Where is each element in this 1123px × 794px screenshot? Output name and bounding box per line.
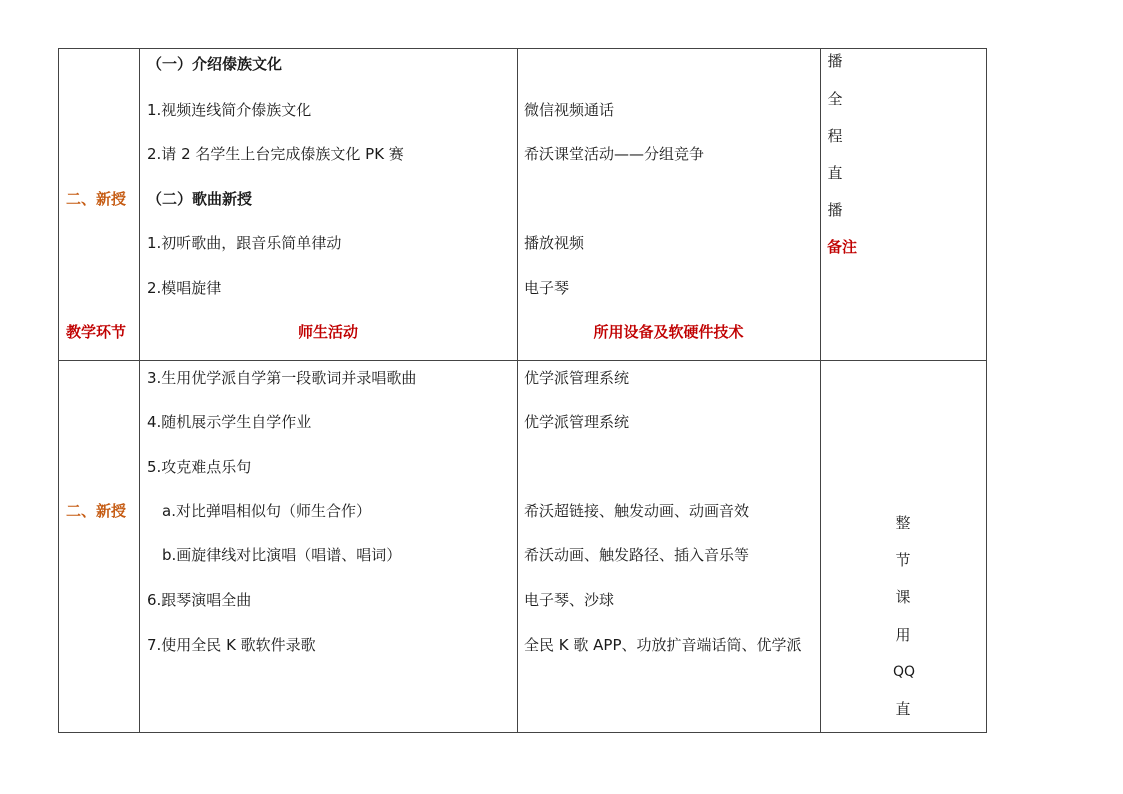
section-heading: （一）介绍傣族文化 — [147, 55, 283, 73]
remark-char: 播 — [827, 201, 843, 219]
activity-item: 6.跟琴演唱全曲 — [147, 591, 252, 609]
activity-item: 5.攻克难点乐句 — [147, 458, 252, 476]
remark-char: 程 — [827, 127, 843, 145]
equipment-item: 希沃超链接、触发动画、动画音效 — [524, 502, 750, 520]
header-equipment: 所用设备及软硬件技术 — [593, 323, 744, 341]
activity-subitem: a.对比弹唱相似句（师生合作） — [162, 502, 371, 520]
stage-label: 二、新授 — [66, 502, 127, 520]
remark-char: 节 — [895, 551, 911, 569]
equipment-item: 优学派管理系统 — [524, 413, 630, 431]
remark-char: 直 — [895, 700, 911, 718]
activity-item: 2.模唱旋律 — [147, 279, 222, 297]
equipment-item: 优学派管理系统 — [524, 369, 630, 387]
remark-char: 用 — [895, 626, 911, 644]
equipment-item: 微信视频通话 — [524, 101, 615, 119]
equipment-item: 希沃动画、触发路径、插入音乐等 — [524, 546, 750, 564]
header-stage: 教学环节 — [66, 323, 127, 341]
column-divider — [820, 49, 821, 732]
activity-item: 7.使用全民 K 歌软件录歌 — [147, 636, 316, 654]
equipment-item: 希沃课堂活动——分组竞争 — [524, 145, 705, 163]
activity-item: 3.生用优学派自学第一段歌词并录唱歌曲 — [147, 369, 417, 387]
equipment-item: 电子琴、沙球 — [524, 591, 615, 609]
equipment-item: 全民 K 歌 APP、功放扩音端话筒、优学派 — [524, 636, 802, 654]
activity-item: 1.视频连线简介傣族文化 — [147, 101, 312, 119]
header-activities: 师生活动 — [297, 323, 358, 341]
remark-char: QQ — [893, 664, 916, 680]
equipment-item: 电子琴 — [524, 279, 570, 297]
activity-item: 2.请 2 名学生上台完成傣族文化 PK 赛 — [147, 145, 404, 163]
activity-subitem: b.画旋律线对比演唱（唱谱、唱词） — [162, 546, 402, 564]
equipment-item: 播放视频 — [524, 234, 585, 252]
activity-item: 1.初听歌曲，跟音乐简单律动 — [147, 234, 342, 252]
lesson-plan-table — [58, 48, 987, 733]
remark-char: 课 — [895, 588, 911, 606]
remark-char: 播 — [827, 52, 843, 70]
header-remark: 备注 — [827, 238, 858, 256]
remark-char: 整 — [895, 514, 911, 532]
column-divider — [139, 49, 140, 732]
stage-label: 二、新授 — [66, 190, 127, 208]
column-divider — [517, 49, 518, 732]
remark-char: 全 — [827, 90, 843, 108]
row-divider — [59, 360, 986, 361]
remark-char: 直 — [827, 164, 843, 182]
section-heading: （二）歌曲新授 — [147, 190, 253, 208]
activity-item: 4.随机展示学生自学作业 — [147, 413, 312, 431]
